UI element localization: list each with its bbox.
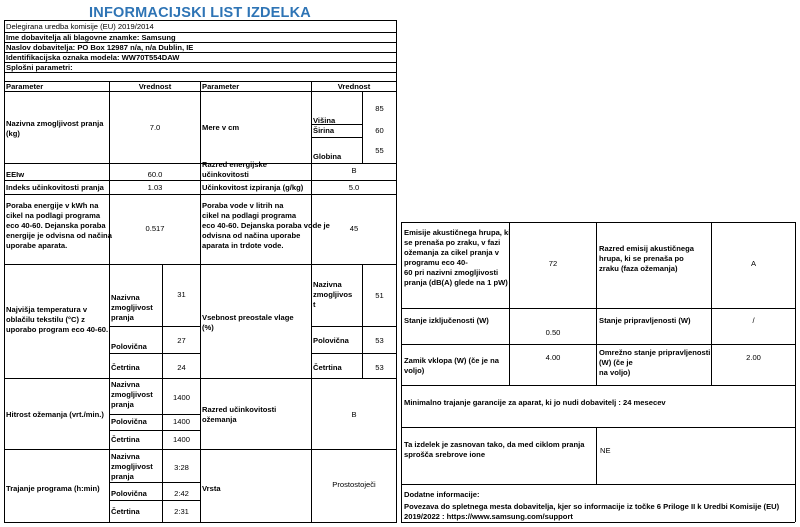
duration-rated-value: 3:28	[174, 463, 189, 472]
delay-start-value: 4.00	[545, 353, 561, 362]
spin-quarter-value: 1400	[173, 435, 190, 444]
additional-info-text: Povezava do spletnega mesta dobavitelja, kjer so informacije iz točke 6 Priloge II k Uredbi Komisije (EU) 2019/2022 : https://www.samsung.com/support	[404, 502, 780, 522]
capacity-value: 7.0	[149, 123, 161, 132]
energy-consumption-label: Poraba energije v kWh na cikel na podlagi programa eco 40-60. Dejanska poraba energije je odvisna od načina uporabe aparata.	[6, 201, 112, 251]
energy-class-label: Razred energijske učinkovitosti	[202, 160, 267, 180]
temp-half-label: Polovična	[111, 342, 147, 351]
column-header-value: Vrednost	[138, 82, 172, 91]
appliance-type-value: Prostostoječi	[332, 480, 376, 489]
spin-quarter-label: Četrtina	[111, 435, 140, 444]
energy-consumption-value: 0.517	[145, 224, 165, 233]
wash-index-value: 1.03	[147, 183, 163, 192]
spin-rated-value: 1400	[173, 393, 190, 402]
column-header-param-2: Parameter	[202, 82, 240, 91]
spin-half-value: 1400	[173, 417, 190, 426]
depth-label: Globina	[313, 152, 342, 161]
depth-value: 55	[375, 146, 384, 155]
eeiw-label: EEIw	[6, 170, 25, 179]
moisture-rated-value: 51	[375, 291, 384, 300]
eeiw-value: 60.0	[147, 170, 163, 179]
standby-value: /	[752, 316, 755, 325]
network-standby-label: Omrežno stanje pripravljenosti (W) (če je na voljo)	[599, 348, 711, 378]
spin-class-label: Razred učinkovitosti ožemanja	[202, 405, 277, 425]
dimensions-label: Mere v cm	[202, 123, 240, 132]
supplier-address-row: Naslov dobavitelja: PO Box 12987 n/a, n/a Dublin, IE	[6, 43, 194, 52]
moisture-half-label: Polovična	[313, 336, 349, 345]
spin-speed-label: Hitrost ožemanja (vrt./min.)	[6, 410, 104, 419]
temp-rated-value: 31	[177, 290, 186, 299]
program-duration-label: Trajanje programa (h:min)	[6, 484, 100, 493]
off-mode-label: Stanje izključenosti (W)	[404, 316, 489, 325]
additional-info-label: Dodatne informacije:	[404, 490, 480, 499]
duration-half-label: Polovična	[111, 489, 147, 498]
column-header-param: Parameter	[6, 82, 44, 91]
appliance-type-label: Vrsta	[202, 484, 221, 493]
moisture-quarter-label: Četrtina	[313, 363, 342, 372]
duration-quarter-label: Četrtina	[111, 507, 140, 516]
duration-rated-capacity-label: Nazivna zmogljivost pranja	[111, 452, 153, 482]
noise-class-value: A	[750, 259, 757, 268]
delay-start-label: Zamik vklopa (W) (če je na voljo)	[404, 356, 499, 376]
water-consumption-label: Poraba vode v litrih na cikel na podlagi programa eco 40-60. Dejanska poraba vode je odvisna od načina uporabe aparata in trdote vode.	[202, 201, 330, 251]
height-label: Višina	[313, 116, 336, 125]
temp-quarter-label: Četrtina	[111, 363, 140, 372]
moisture-quarter-value: 53	[375, 363, 384, 372]
supplier-name-row: Ime dobavitelja ali blagovne znamke: Samsung	[6, 33, 176, 42]
model-id-row: Identifikacijska oznaka modela: WW70T554DAW	[6, 53, 180, 62]
water-consumption-value: 45	[349, 224, 359, 233]
noise-class-label: Razred emisij akustičnega hrupa, ki se prenaša po zraku (faza ožemanja)	[599, 244, 694, 274]
off-mode-value: 0.50	[545, 328, 561, 337]
regulation-row: Delegirana uredba komisije (EU) 2019/2014	[6, 22, 154, 31]
noise-emission-value: 72	[548, 259, 558, 268]
width-value: 60	[375, 126, 384, 135]
duration-quarter-value: 2:31	[174, 507, 189, 516]
width-label: Širina	[313, 126, 335, 135]
network-standby-value: 2.00	[746, 353, 761, 362]
silver-ions-value: NE	[600, 446, 611, 455]
rinse-label: Učinkovitost izpiranja (g/kg)	[202, 183, 304, 192]
max-temperature-label: Najvišja temperatura v oblačilu tekstilu (°C) z uporabo program eco 40-60.	[6, 305, 109, 335]
temp-quarter-value: 24	[177, 363, 186, 372]
page-title: INFORMACIJSKI LIST IZDELKA	[89, 5, 311, 21]
general-params-row: Splošni parametri:	[6, 63, 73, 72]
warranty-text: Minimalno trajanje garancije za aparat, ki jo nudi dobavitelj : 24 mesecev	[404, 398, 666, 407]
moisture-rated-capacity-label: Nazivna zmogljivos t	[313, 280, 353, 310]
noise-emission-label: Emisije akustičnega hrupa, ki se prenaša po zraku, v fazi ožemanja za cikel pranja v programu eco 40- 60 pri nazivni zmogljivosti pranja (dB(A) glede na 1 pW)	[404, 228, 511, 288]
rinse-value: 5.0	[348, 183, 360, 192]
standby-label: Stanje pripravljenosti (W)	[599, 316, 691, 325]
spin-rated-capacity-label: Nazivna zmogljivost pranja	[111, 380, 153, 410]
spin-class-value: B	[351, 410, 357, 419]
column-header-value-2: Vrednost	[337, 82, 371, 91]
temp-half-value: 27	[177, 336, 186, 345]
residual-moisture-label: Vsebnost preostale vlage (%)	[202, 313, 294, 333]
height-value: 85	[375, 104, 384, 113]
wash-index-label: Indeks učinkovitosti pranja	[6, 183, 104, 192]
silver-ions-label: Ta izdelek je zasnovan tako, da med ciklom pranja sprošča srebrove ione	[404, 440, 585, 460]
energy-class-value: B	[351, 166, 357, 175]
capacity-label: Nazivna zmogljivost pranja (kg)	[6, 119, 104, 139]
moisture-half-value: 53	[375, 336, 384, 345]
duration-half-value: 2:42	[174, 489, 189, 498]
temp-rated-capacity-label: Nazivna zmogljivost pranja	[111, 293, 153, 323]
spin-half-label: Polovična	[111, 417, 147, 426]
